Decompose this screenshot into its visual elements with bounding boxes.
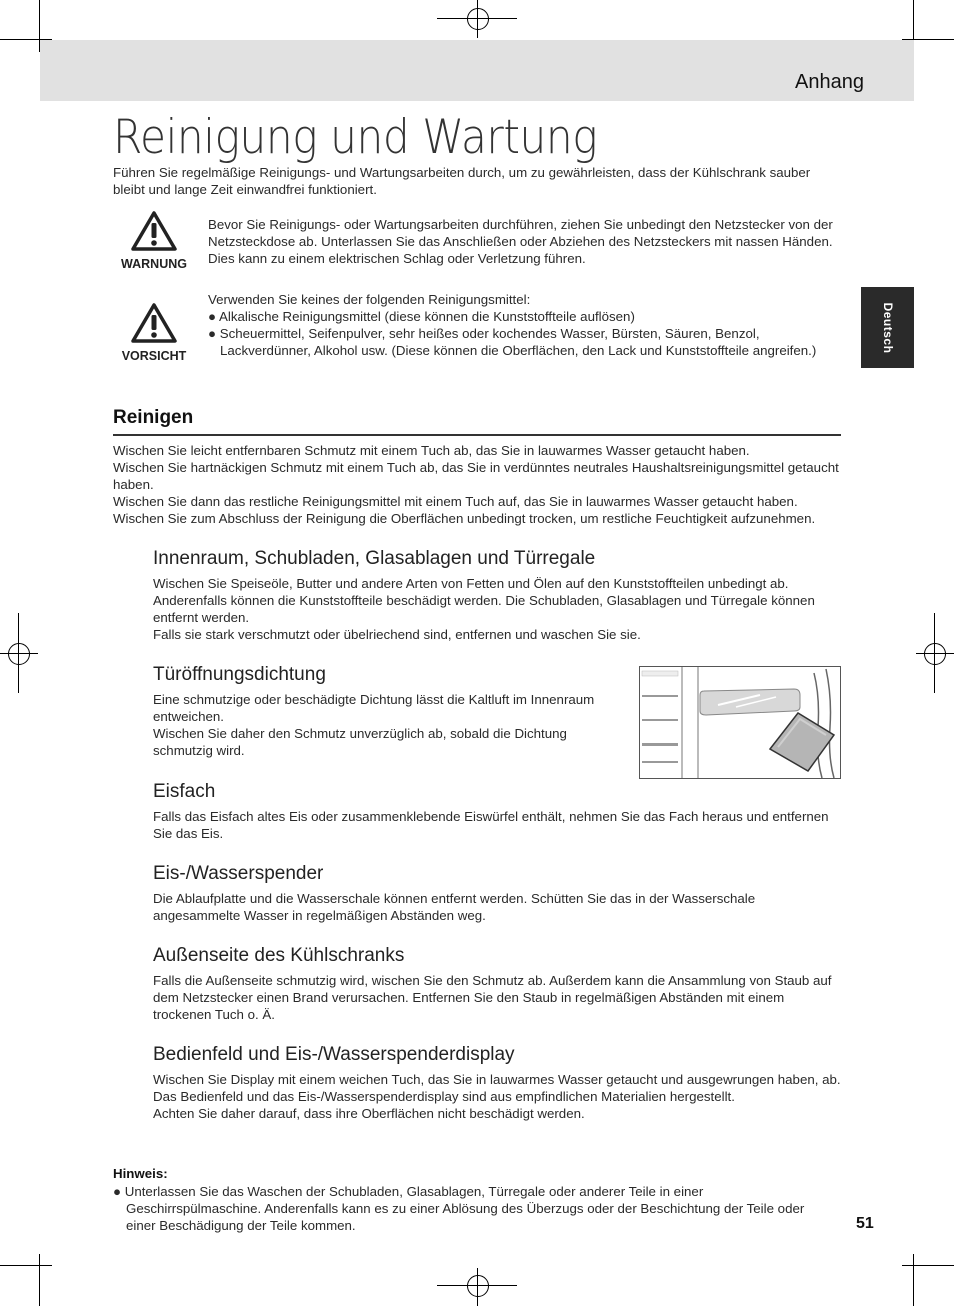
caution-block [118,302,190,363]
section-heading: Außenseite des Kühlschranks [153,945,405,966]
note-heading: Hinweis: [113,1166,168,1181]
section-heading: Eis-/Wasserspender [153,863,324,884]
warning-text: Bevor Sie Reinigungs- oder Wartungsarbeiten durchführen, ziehen Sie unbedingt den Netzstecker von der Netzsteckdose ab. Unterlassen Sie das Anschließen oder Abziehen des Netzsteckers mit nassen Händen. Dies kann zu einem elektrischen Schlag oder Verletzung führen. [208,217,833,266]
section-dispenser [153,863,843,924]
section-line: Wischen Sie Speiseöle, Butter und andere Arten von Fetten und Ölen auf den Kunststoffteilen unbedingt ab. Anderenfalls können die Kunststoffteile beschädigt werden. Die Schubladen, Glasablagen und Türregale können entfernt werden. [153,576,815,625]
cleaning-line: Wischen Sie zum Abschluss der Reinigung die Oberflächen unbedingt trocken, um restliche Feuchtigkeit aufzunehmen. [113,511,816,526]
section-line: Die Ablaufplatte und die Wasserschale können entfernt werden. Schütten Sie das in der Wasserschale angesammelte Wasser in regelmäßigen Abständen weg. [153,891,756,923]
note-text [113,1183,829,1234]
section-door-gasket [153,664,603,759]
cleaning-line: Wischen Sie hartnäckigen Schmutz mit einem Tuch ab, das Sie in verdünntes neutrales Haushaltsreinigungsmittel getaucht haben. [113,460,839,492]
warning-block [118,210,190,271]
section-exterior [153,945,843,1023]
section-interior [153,548,843,643]
caution-bullet: ● Alkalische Reinigungsmittel (diese können die Kunststoffteile auflösen) [208,309,635,324]
caution-bullet: ● Scheuermittel, Seifenpulver, sehr heißes oder kochendes Wasser, Bürsten, Säuren, Benzol, Lackverdünner, Alkohol usw. (Diese können die Oberflächen, den Lack und Kunststoffteile angreifen.) [208,326,817,358]
cleaning-heading: Reinigen [113,407,194,428]
heading-rule [113,434,841,436]
section-ice-tray [153,781,843,842]
section-line: Falls das Eisfach altes Eis oder zusammenklebende Eiswürfel enthält, nehmen Sie das Fach heraus und entfernen Sie das Eis. [153,809,829,841]
caution-text [208,291,842,359]
fridge-gasket-drawing [640,667,840,778]
section-control-panel [153,1044,843,1122]
section-line: Falls die Außenseite schmutzig wird, wischen Sie den Schmutz ab. Außerdem kann die Ansammlung von Staub auf dem Netzstecker einen Brand verursachen. Entfernen Sie den Staub in regelmäßigen Abständen mit einem trockenen Tuch o. Ä. [153,973,832,1022]
section-line: Eine schmutzige oder beschädigte Dichtung lässt die Kaltluft im Innenraum entweichen. [153,692,595,724]
section-line: Das Bedienfeld und das Eis-/Wasserspenderdisplay sind aus empfindlichen Materialien hergestellt. [153,1089,735,1104]
cleaning-line: Wischen Sie dann das restliche Reinigungsmittel mit einem Tuch auf, das Sie in lauwarmes Wasser getaucht haben. [113,494,798,509]
header-band [40,40,914,101]
section-line: Wischen Sie Display mit einem weichen Tuch, das Sie in lauwarmes Wasser getaucht und ausgewrungen haben, ab. [153,1072,841,1087]
note-bullet: ● Unterlassen Sie das Waschen der Schubladen, Glasablagen, Türregale oder anderer Teile in einer Geschirrspülmaschine. Anderenfalls kann es zu einer Ablösung des Überzugs oder der Beschichtung der Teile oder einer Beschädigung der Teile kommen. [113,1184,805,1233]
section-line: Falls sie stark verschmutzt oder übelriechend sind, entfernen und waschen Sie sie. [153,627,641,642]
section-line: Wischen Sie daher den Schmutz unverzüglich ab, sobald die Dichtung schmutzig wird. [153,726,567,758]
cleaning-text [113,442,848,527]
section-line: Achten Sie daher darauf, dass ihre Oberflächen nicht beschädigt werden. [153,1106,585,1121]
language-tab [861,287,914,368]
caution-label: VORSICHT [121,349,187,363]
language-tab-label: Deutsch [880,302,895,353]
section-heading: Eisfach [153,781,216,802]
warning-triangle-icon [130,210,178,252]
caution-triangle-icon [130,302,178,344]
door-gasket-illustration [639,666,841,779]
section-heading: Türöffnungsdichtung [153,664,326,685]
section-label: Anhang [795,71,864,93]
cleaning-line: Wischen Sie leicht entfernbaren Schmutz mit einem Tuch ab, das Sie in lauwarmes Wasser getaucht haben. [113,443,750,458]
section-heading: Bedienfeld und Eis-/Wasserspenderdisplay [153,1044,515,1065]
caution-intro: Verwenden Sie keines der folgenden Reinigungsmittel: [208,292,531,307]
intro-text: Führen Sie regelmäßige Reinigungs- und Wartungsarbeiten durch, um zu gewährleisten, dass der Kühlschrank sauber bleibt und lange Zeit einwandfrei funktioniert. [113,165,811,197]
page-number: 51 [856,1215,874,1232]
warning-label: WARNUNG [121,257,187,271]
page-title: Reinigung und Wartung [113,110,598,165]
section-heading: Innenraum, Schubladen, Glasablagen und Türregale [153,548,596,569]
